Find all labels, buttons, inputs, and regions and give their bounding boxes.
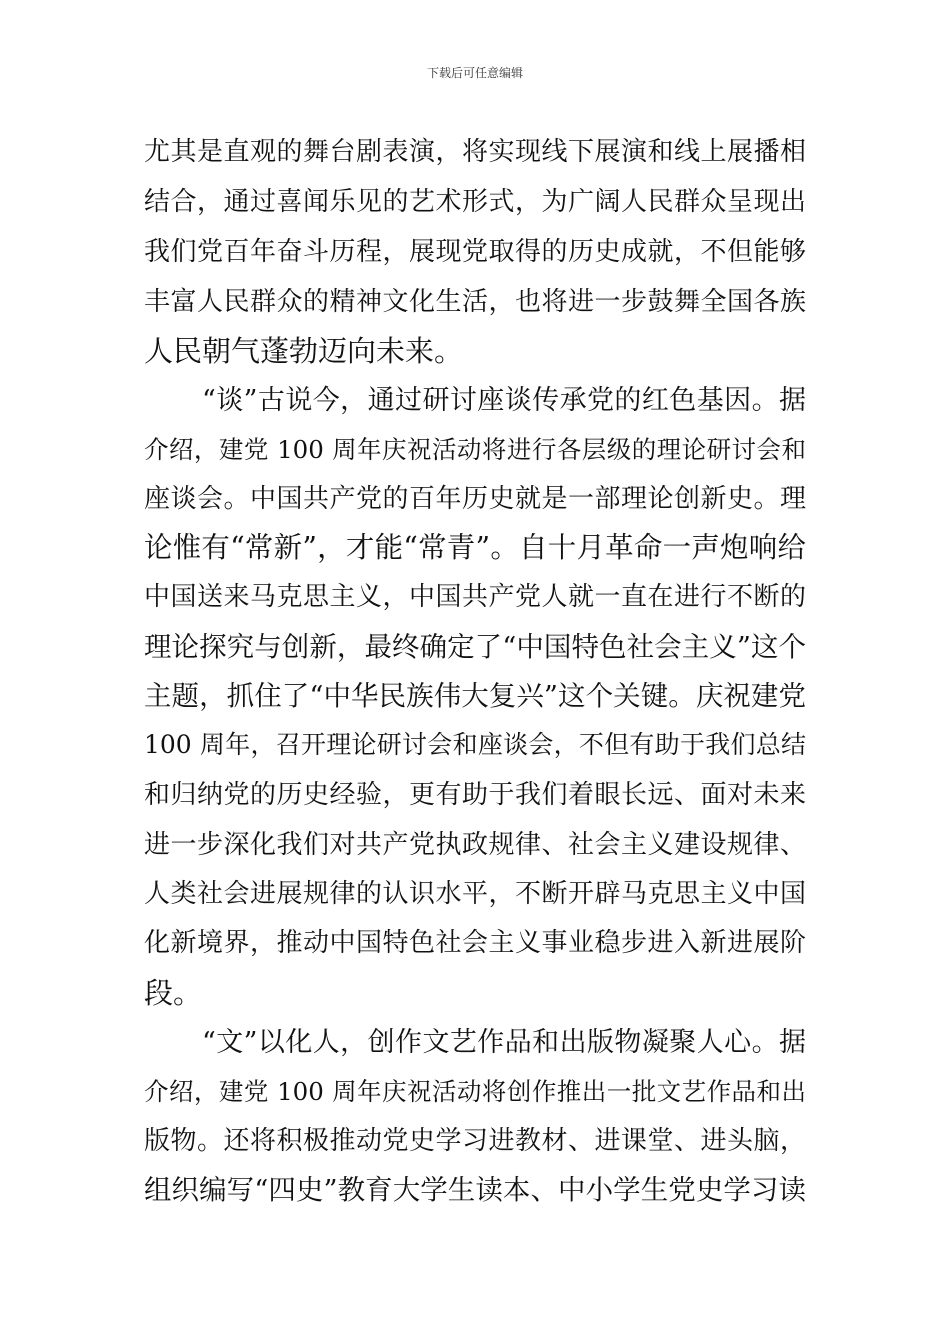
paragraph-1-line-3: 我们党百年奋斗历程，展现党取得的历史成就，不但能够 <box>144 237 806 267</box>
paragraph-2-line-3: 座谈会。中国共产党的百年历史就是一部理论创新史。理 <box>144 484 806 514</box>
paragraph-3-line-2: 介绍，建党 100 周年庆祝活动将创作推出一批文艺作品和出 <box>144 1077 806 1106</box>
paragraph-2-line-12: 化新境界，推动中国特色社会主义事业稳步进入新进展阶 <box>144 928 806 958</box>
paragraph-2-line-4: 论惟有“常新”，才能“常青”。自十月革命一声炮响给 <box>144 531 806 564</box>
paragraph-1-line-2: 结合，通过喜闻乐见的艺术形式，为广阔人民群众呈现出 <box>144 187 806 217</box>
paragraph-2-line-7: 主题，抓住了“中华民族伟大复兴”这个关键。庆祝建党 <box>144 680 806 712</box>
page-header: 下载后可任意编辑 <box>426 66 523 80</box>
paragraph-2-line-2: 介绍，建党 100 周年庆祝活动将进行各层级的理论研讨会和 <box>144 435 806 464</box>
paragraph-1-line-4: 丰富人民群众的精神文化生活，也将进一步鼓舞全国各族 <box>144 287 806 317</box>
paragraph-1-line-5: 人民朝气蓬勃迈向未来。 <box>144 334 464 368</box>
paragraph-2-line-8: 100 周年，召开理论研讨会和座谈会，不但有助于我们总结 <box>144 730 806 759</box>
paragraph-1-line-1: 尤其是直观的舞台剧表演，将实现线下展演和线上展播相 <box>144 137 806 167</box>
paragraph-3-line-1: “文”以化人，创作文艺作品和出版物凝聚人心。据 <box>202 1027 806 1058</box>
paragraph-3-line-3: 版物。还将积极推动党史学习进教材、进课堂、进头脑， <box>144 1126 806 1156</box>
paragraph-2-line-9: 和归纳党的历史经验，更有助于我们着眼长远、面对未来 <box>144 780 806 810</box>
paragraph-2-line-1: “谈”古说今，通过研讨座谈传承党的红色基因。据 <box>202 385 806 416</box>
paragraph-2-line-13: 段。 <box>144 976 203 1010</box>
paragraph-2-line-11: 人类社会进展规律的认识水平，不断开辟马克思主义中国 <box>144 879 806 909</box>
paragraph-2-line-5: 中国送来马克思主义，中国共产党人就一直在进行不断的 <box>144 582 806 612</box>
paragraph-2-line-10: 进一步深化我们对共产党执政规律、社会主义建设规律、 <box>144 830 806 860</box>
paragraph-3-line-4: 组织编写“四史”教育大学生读本、中小学生党史学习读 <box>144 1174 806 1206</box>
paragraph-2-line-6: 理论探究与创新，最终确定了“中国特色社会主义”这个 <box>144 631 806 663</box>
